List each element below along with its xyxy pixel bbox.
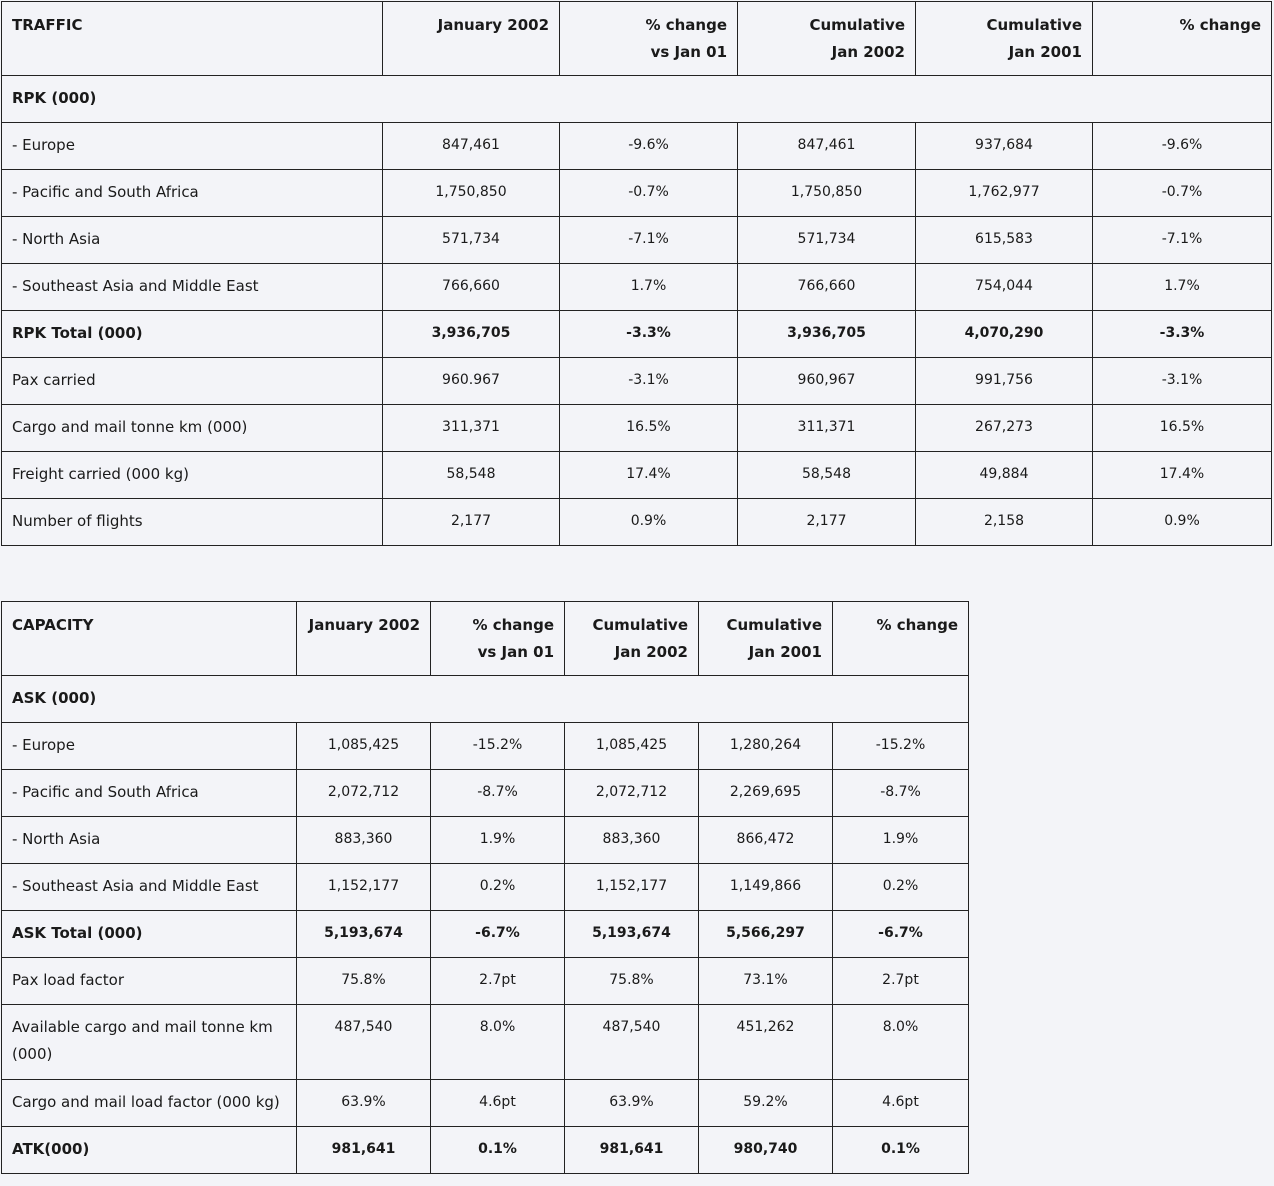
- row-label: - Europe: [2, 723, 297, 770]
- table-cell: 981,641: [297, 1127, 431, 1174]
- row-label: Pax load factor: [2, 958, 297, 1005]
- capacity-column-header: Cumulative Jan 2001: [699, 602, 833, 676]
- table-cell: 1,152,177: [297, 864, 431, 911]
- capacity-column-header: % change: [833, 602, 969, 676]
- table-cell: 267,273: [916, 405, 1093, 452]
- table-cell: 2.7pt: [833, 958, 969, 1005]
- table-cell: 4,070,290: [916, 311, 1093, 358]
- table-cell: 615,583: [916, 217, 1093, 264]
- table-row: [2, 1005, 969, 1080]
- table-cell: 0.9%: [560, 499, 738, 546]
- table-cell: 883,360: [565, 817, 699, 864]
- table-cell: 63.9%: [297, 1080, 431, 1127]
- table-cell: -3.3%: [1093, 311, 1272, 358]
- table-cell: 1.7%: [1093, 264, 1272, 311]
- table-cell: -7.1%: [1093, 217, 1272, 264]
- table-row: [2, 123, 1272, 170]
- capacity-section-row: [2, 676, 969, 723]
- traffic-column-header: % change: [1093, 2, 1272, 76]
- table-cell: 2.7pt: [431, 958, 565, 1005]
- table-cell: 1,762,977: [916, 170, 1093, 217]
- row-label: ATK(000): [2, 1127, 297, 1174]
- table-cell: 0.1%: [431, 1127, 565, 1174]
- row-label: ASK Total (000): [2, 911, 297, 958]
- row-label: - Pacific and South Africa: [2, 170, 383, 217]
- row-label: Cargo and mail load factor (000 kg): [2, 1080, 297, 1127]
- table-cell: 883,360: [297, 817, 431, 864]
- table-cell: 0.2%: [833, 864, 969, 911]
- table-cell: 847,461: [738, 123, 916, 170]
- table-cell: 16.5%: [1093, 405, 1272, 452]
- table-cell: 8.0%: [833, 1005, 969, 1080]
- table-cell: 3,936,705: [383, 311, 560, 358]
- table-cell: 1,085,425: [297, 723, 431, 770]
- table-cell: -0.7%: [1093, 170, 1272, 217]
- table-cell: 1.9%: [833, 817, 969, 864]
- table-row: [2, 958, 969, 1005]
- table-cell: 1.7%: [560, 264, 738, 311]
- traffic-column-header: % change vs Jan 01: [560, 2, 738, 76]
- table-row: [2, 311, 1272, 358]
- table-cell: 2,072,712: [565, 770, 699, 817]
- table-cell: 1,152,177: [565, 864, 699, 911]
- table-cell: -9.6%: [560, 123, 738, 170]
- table-cell: 49,884: [916, 452, 1093, 499]
- traffic-header-row: [2, 2, 1272, 76]
- table-row: [2, 770, 969, 817]
- table-cell: 16.5%: [560, 405, 738, 452]
- table-cell: 847,461: [383, 123, 560, 170]
- table-cell: 960,967: [738, 358, 916, 405]
- table-cell: 5,193,674: [297, 911, 431, 958]
- table-row: [2, 723, 969, 770]
- capacity-column-header: January 2002: [297, 602, 431, 676]
- table-cell: 63.9%: [565, 1080, 699, 1127]
- traffic-section-row: [2, 76, 1272, 123]
- table-cell: -8.7%: [431, 770, 565, 817]
- table-cell: 2,072,712: [297, 770, 431, 817]
- table-cell: 4.6pt: [431, 1080, 565, 1127]
- table-cell: -3.1%: [1093, 358, 1272, 405]
- table-cell: 2,177: [738, 499, 916, 546]
- table-cell: 3,936,705: [738, 311, 916, 358]
- table-cell: 487,540: [565, 1005, 699, 1080]
- row-label: Cargo and mail tonne km (000): [2, 405, 383, 452]
- row-label: - Pacific and South Africa: [2, 770, 297, 817]
- table-cell: 960.967: [383, 358, 560, 405]
- table-row: [2, 864, 969, 911]
- table-cell: 981,641: [565, 1127, 699, 1174]
- table-cell: -9.6%: [1093, 123, 1272, 170]
- table-cell: 1.9%: [431, 817, 565, 864]
- table-cell: 5,193,674: [565, 911, 699, 958]
- table-cell: 1,280,264: [699, 723, 833, 770]
- traffic-column-header: Cumulative Jan 2002: [738, 2, 916, 76]
- table-cell: 1,750,850: [738, 170, 916, 217]
- table-cell: 487,540: [297, 1005, 431, 1080]
- table-cell: 571,734: [383, 217, 560, 264]
- table-cell: 0.1%: [833, 1127, 969, 1174]
- table-cell: -15.2%: [833, 723, 969, 770]
- table-cell: 2,158: [916, 499, 1093, 546]
- table-cell: -15.2%: [431, 723, 565, 770]
- table-cell: 571,734: [738, 217, 916, 264]
- traffic-column-header: Cumulative Jan 2001: [916, 2, 1093, 76]
- table-row: [2, 911, 969, 958]
- table-cell: 5,566,297: [699, 911, 833, 958]
- traffic-table: [1, 1, 1272, 546]
- table-cell: 17.4%: [1093, 452, 1272, 499]
- table-cell: 58,548: [738, 452, 916, 499]
- table-cell: 766,660: [738, 264, 916, 311]
- table-row: [2, 817, 969, 864]
- table-row: [2, 264, 1272, 311]
- row-label: - Southeast Asia and Middle East: [2, 264, 383, 311]
- capacity-column-header: CAPACITY: [2, 602, 297, 676]
- traffic-column-header: January 2002: [383, 2, 560, 76]
- row-label: Pax carried: [2, 358, 383, 405]
- table-cell: -7.1%: [560, 217, 738, 264]
- row-label: - North Asia: [2, 817, 297, 864]
- table-cell: 451,262: [699, 1005, 833, 1080]
- row-label: - North Asia: [2, 217, 383, 264]
- table-cell: 0.9%: [1093, 499, 1272, 546]
- section-label: ASK (000): [2, 676, 969, 723]
- table-cell: 1,085,425: [565, 723, 699, 770]
- table-cell: 0.2%: [431, 864, 565, 911]
- section-label: RPK (000): [2, 76, 1272, 123]
- table-row: [2, 1080, 969, 1127]
- table-cell: 2,269,695: [699, 770, 833, 817]
- table-cell: -6.7%: [431, 911, 565, 958]
- row-label: Number of flights: [2, 499, 383, 546]
- table-cell: 8.0%: [431, 1005, 565, 1080]
- table-cell: 4.6pt: [833, 1080, 969, 1127]
- table-row: [2, 452, 1272, 499]
- table-cell: 1,750,850: [383, 170, 560, 217]
- table-cell: 991,756: [916, 358, 1093, 405]
- table-cell: 58,548: [383, 452, 560, 499]
- table-row: [2, 1127, 969, 1174]
- row-label: RPK Total (000): [2, 311, 383, 358]
- table-row: [2, 499, 1272, 546]
- table-cell: 866,472: [699, 817, 833, 864]
- table-cell: -3.3%: [560, 311, 738, 358]
- table-cell: 59.2%: [699, 1080, 833, 1127]
- table-cell: 754,044: [916, 264, 1093, 311]
- table-cell: -6.7%: [833, 911, 969, 958]
- table-cell: -3.1%: [560, 358, 738, 405]
- table-cell: 75.8%: [297, 958, 431, 1005]
- table-row: [2, 170, 1272, 217]
- table-cell: 17.4%: [560, 452, 738, 499]
- table-cell: 75.8%: [565, 958, 699, 1005]
- table-row: [2, 358, 1272, 405]
- table-cell: 311,371: [738, 405, 916, 452]
- table-cell: -0.7%: [560, 170, 738, 217]
- capacity-column-header: Cumulative Jan 2002: [565, 602, 699, 676]
- table-cell: 937,684: [916, 123, 1093, 170]
- capacity-table: [1, 601, 969, 1174]
- row-label: Freight carried (000 kg): [2, 452, 383, 499]
- traffic-column-header: TRAFFIC: [2, 2, 383, 76]
- table-cell: 311,371: [383, 405, 560, 452]
- capacity-column-header: % change vs Jan 01: [431, 602, 565, 676]
- table-cell: 2,177: [383, 499, 560, 546]
- table-cell: -8.7%: [833, 770, 969, 817]
- table-row: [2, 217, 1272, 264]
- row-label: - Southeast Asia and Middle East: [2, 864, 297, 911]
- table-cell: 1,149,866: [699, 864, 833, 911]
- table-row: [2, 405, 1272, 452]
- row-label: Available cargo and mail tonne km (000): [2, 1005, 297, 1080]
- table-cell: 73.1%: [699, 958, 833, 1005]
- table-cell: 766,660: [383, 264, 560, 311]
- capacity-header-row: [2, 602, 969, 676]
- table-cell: 980,740: [699, 1127, 833, 1174]
- row-label: - Europe: [2, 123, 383, 170]
